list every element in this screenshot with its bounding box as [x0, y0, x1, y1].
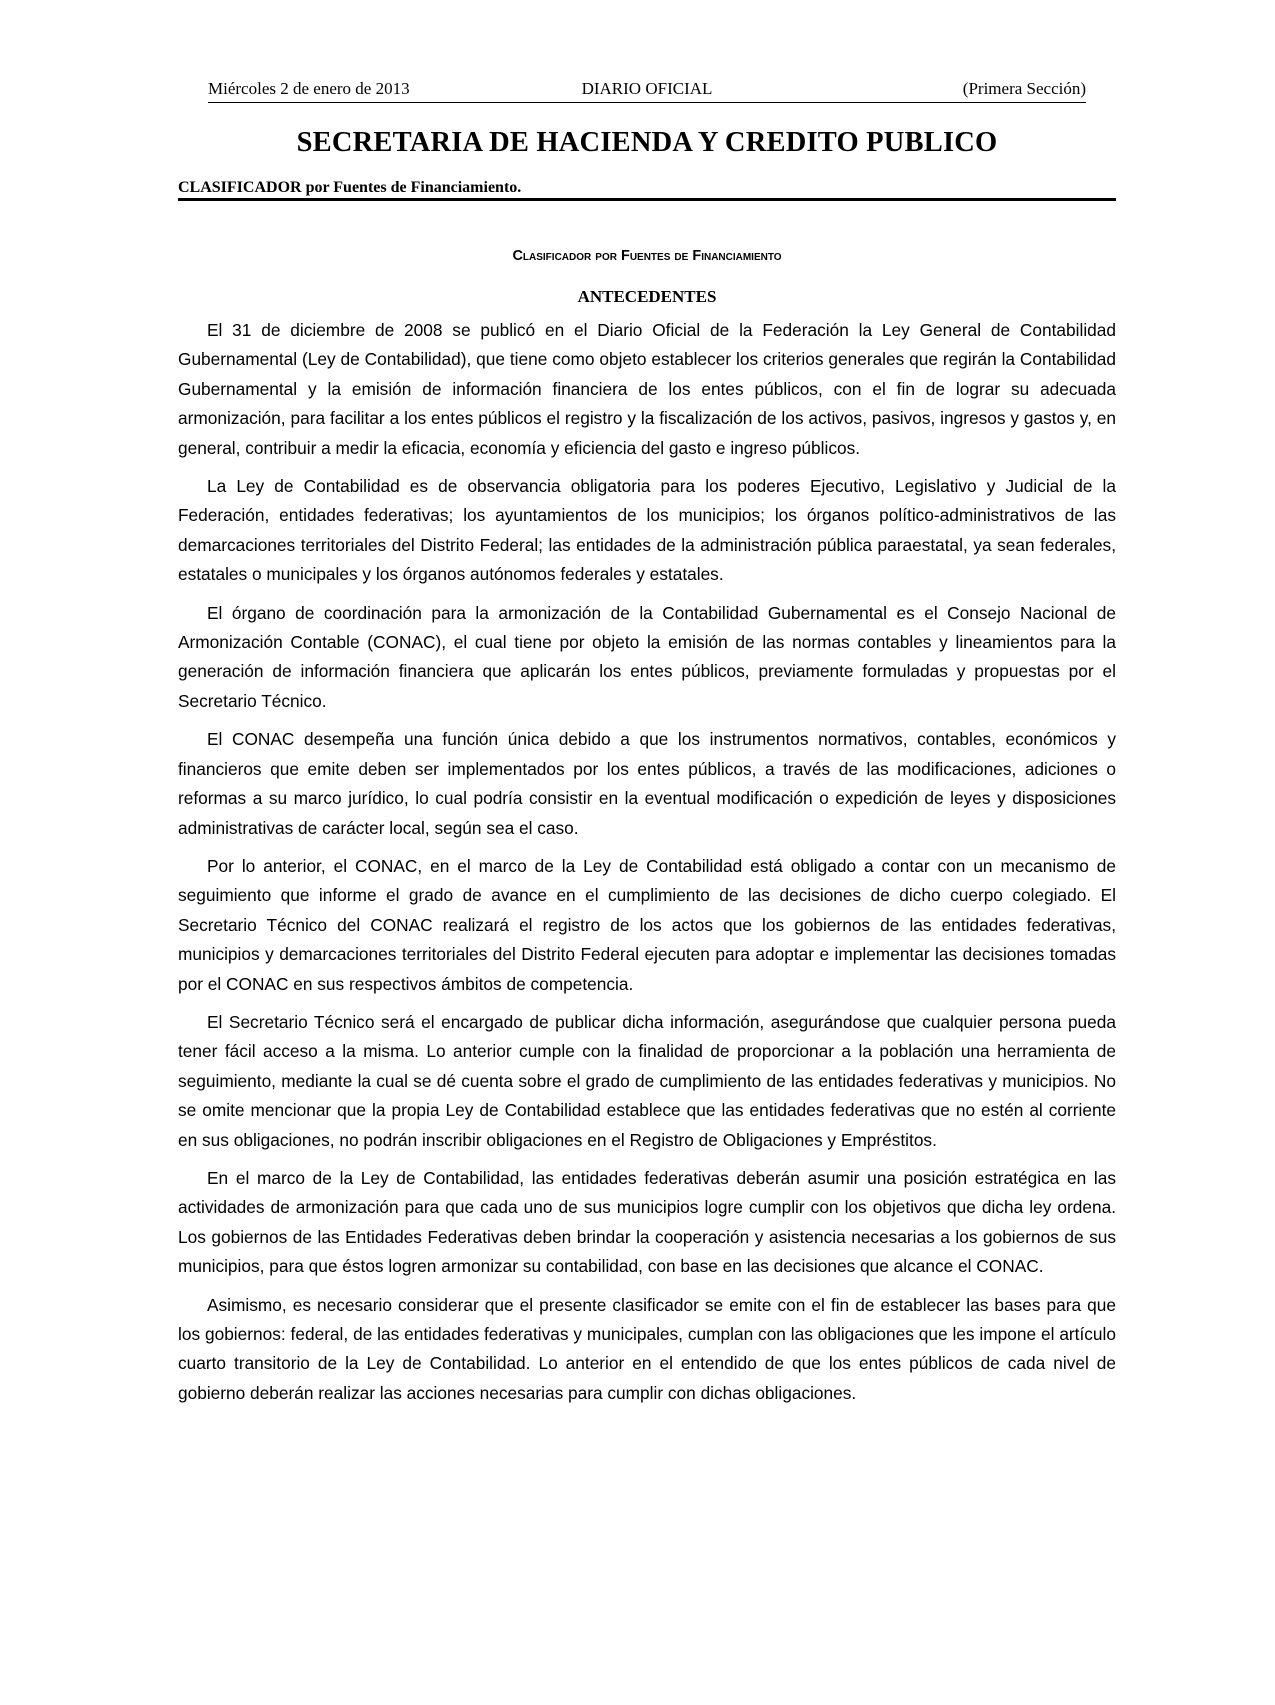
header-date: Miércoles 2 de enero de 2013 — [208, 79, 410, 98]
section-heading: ANTECEDENTES — [577, 287, 717, 306]
paragraph: El 31 de diciembre de 2008 se publicó en el Diario Oficial de la Federación la Ley General de Contabilidad Gubernamental (Ley de Contabilidad), que tiene como objeto establecer los criterios generales que regirán la Contabilidad Gubernamental y la emisión de información financiera de los entes públicos, con el fin de lograr su adecuada armonización, para facilitar a los entes públicos el registro y la fiscalización de los activos, pasivos, ingresos y gastos y, en general, contribuir a medir la eficacia, economía y eficiencia del gasto e ingreso públicos. — [178, 320, 1116, 458]
body-text — [178, 316, 1116, 1417]
running-header — [208, 78, 1086, 103]
header-section: (Primera Sección) — [962, 79, 1086, 98]
header-publication: DIARIO OFICIAL — [581, 79, 713, 98]
paragraph: Por lo anterior, el CONAC, en el marco de la Ley de Contabilidad está obligado a contar con un mecanismo de seguimiento que informe el grado de avance en el cumplimiento de las decisiones de dicho cuerpo colegiado. El Secretario Técnico del CONAC realizará el registro de los actos que los gobiernos de las entidades federativas, municipios y demarcaciones territoriales del Distrito Federal ejecuten para adoptar e implementar las decisiones tomadas por el CONAC en sus respectivos ámbitos de competencia. — [178, 855, 1116, 994]
document-title: Clasificador por Fuentes de Financiamiento — [512, 248, 782, 264]
paragraph: La Ley de Contabilidad es de observancia obligatoria para los poderes Ejecutivo, Legislativo y Judicial de la Federación, entidades federativas; los ayuntamientos de los municipios; los órganos político-administrativos de las demarcaciones territoriales del Distrito Federal; las entidades de la administración pública paraestatal, ya sean federales, estatales o municipales y los órganos autónomos federales y estatales. — [178, 476, 1116, 585]
header-divider — [178, 198, 1116, 201]
paragraph: El órgano de coordinación para la armonización de la Contabilidad Gubernamental es el Consejo Nacional de Armonización Contable (CONAC), el cual tiene por objeto la emisión de las normas contables y lineamientos para la generación de información financiera que aplicarán los entes públicos, previamente formuladas y propuestas por el Secretario Técnico. — [178, 602, 1116, 711]
paragraph: Asimismo, es necesario considerar que el presente clasificador se emite con el fin de establecer las bases para que los gobiernos: federal, de las entidades federativas y municipales, cumplan con las obligaciones que les impone el artículo cuarto transitorio de la Ley de Contabilidad. Lo anterior en el entendido de que los entes públicos de cada nivel de gobierno deberán realizar las acciones necesarias para cumplir con dichas obligaciones. — [178, 1294, 1116, 1403]
decree-title: CLASIFICADOR por Fuentes de Financiamiento. — [178, 179, 522, 196]
paragraph: El CONAC desempeña una función única debido a que los instrumentos normativos, contables, económicos y financieros que emite deben ser implementados por los entes públicos, a través de las modificaciones, adiciones o reformas a su marco jurídico, lo cual podría consistir en la eventual modificación o expedición de leyes y disposiciones administrativas de carácter local, según sea el caso. — [178, 729, 1116, 838]
paragraph: El Secretario Técnico será el encargado de publicar dicha información, asegurándose que cualquier persona pueda tener fácil acceso a la misma. Lo anterior cumple con la finalidad de proporcionar a la población una herramienta de seguimiento, mediante la cual se dé cuenta sobre el grado de cumplimiento de las entidades federativas y municipios. No se omite mencionar que la propia Ley de Contabilidad establece que las entidades federativas que no estén al corriente en sus obligaciones, no podrán inscribir obligaciones en el Registro de Obligaciones y Empréstitos. — [178, 1011, 1116, 1150]
secretaria-heading: SECRETARIA DE HACIENDA Y CREDITO PUBLICO — [296, 127, 998, 158]
paragraph: En el marco de la Ley de Contabilidad, las entidades federativas deberán asumir una posición estratégica en las actividades de armonización para que cada uno de sus municipios logre cumplir con los objetivos que dicha ley ordena. Los gobiernos de las Entidades Federativas deben brindar la cooperación y asistencia necesarias a los gobiernos de sus municipios, para que éstos logren armonizar su contabilidad, con base en las decisiones que alcance el CONAC. — [178, 1167, 1116, 1277]
